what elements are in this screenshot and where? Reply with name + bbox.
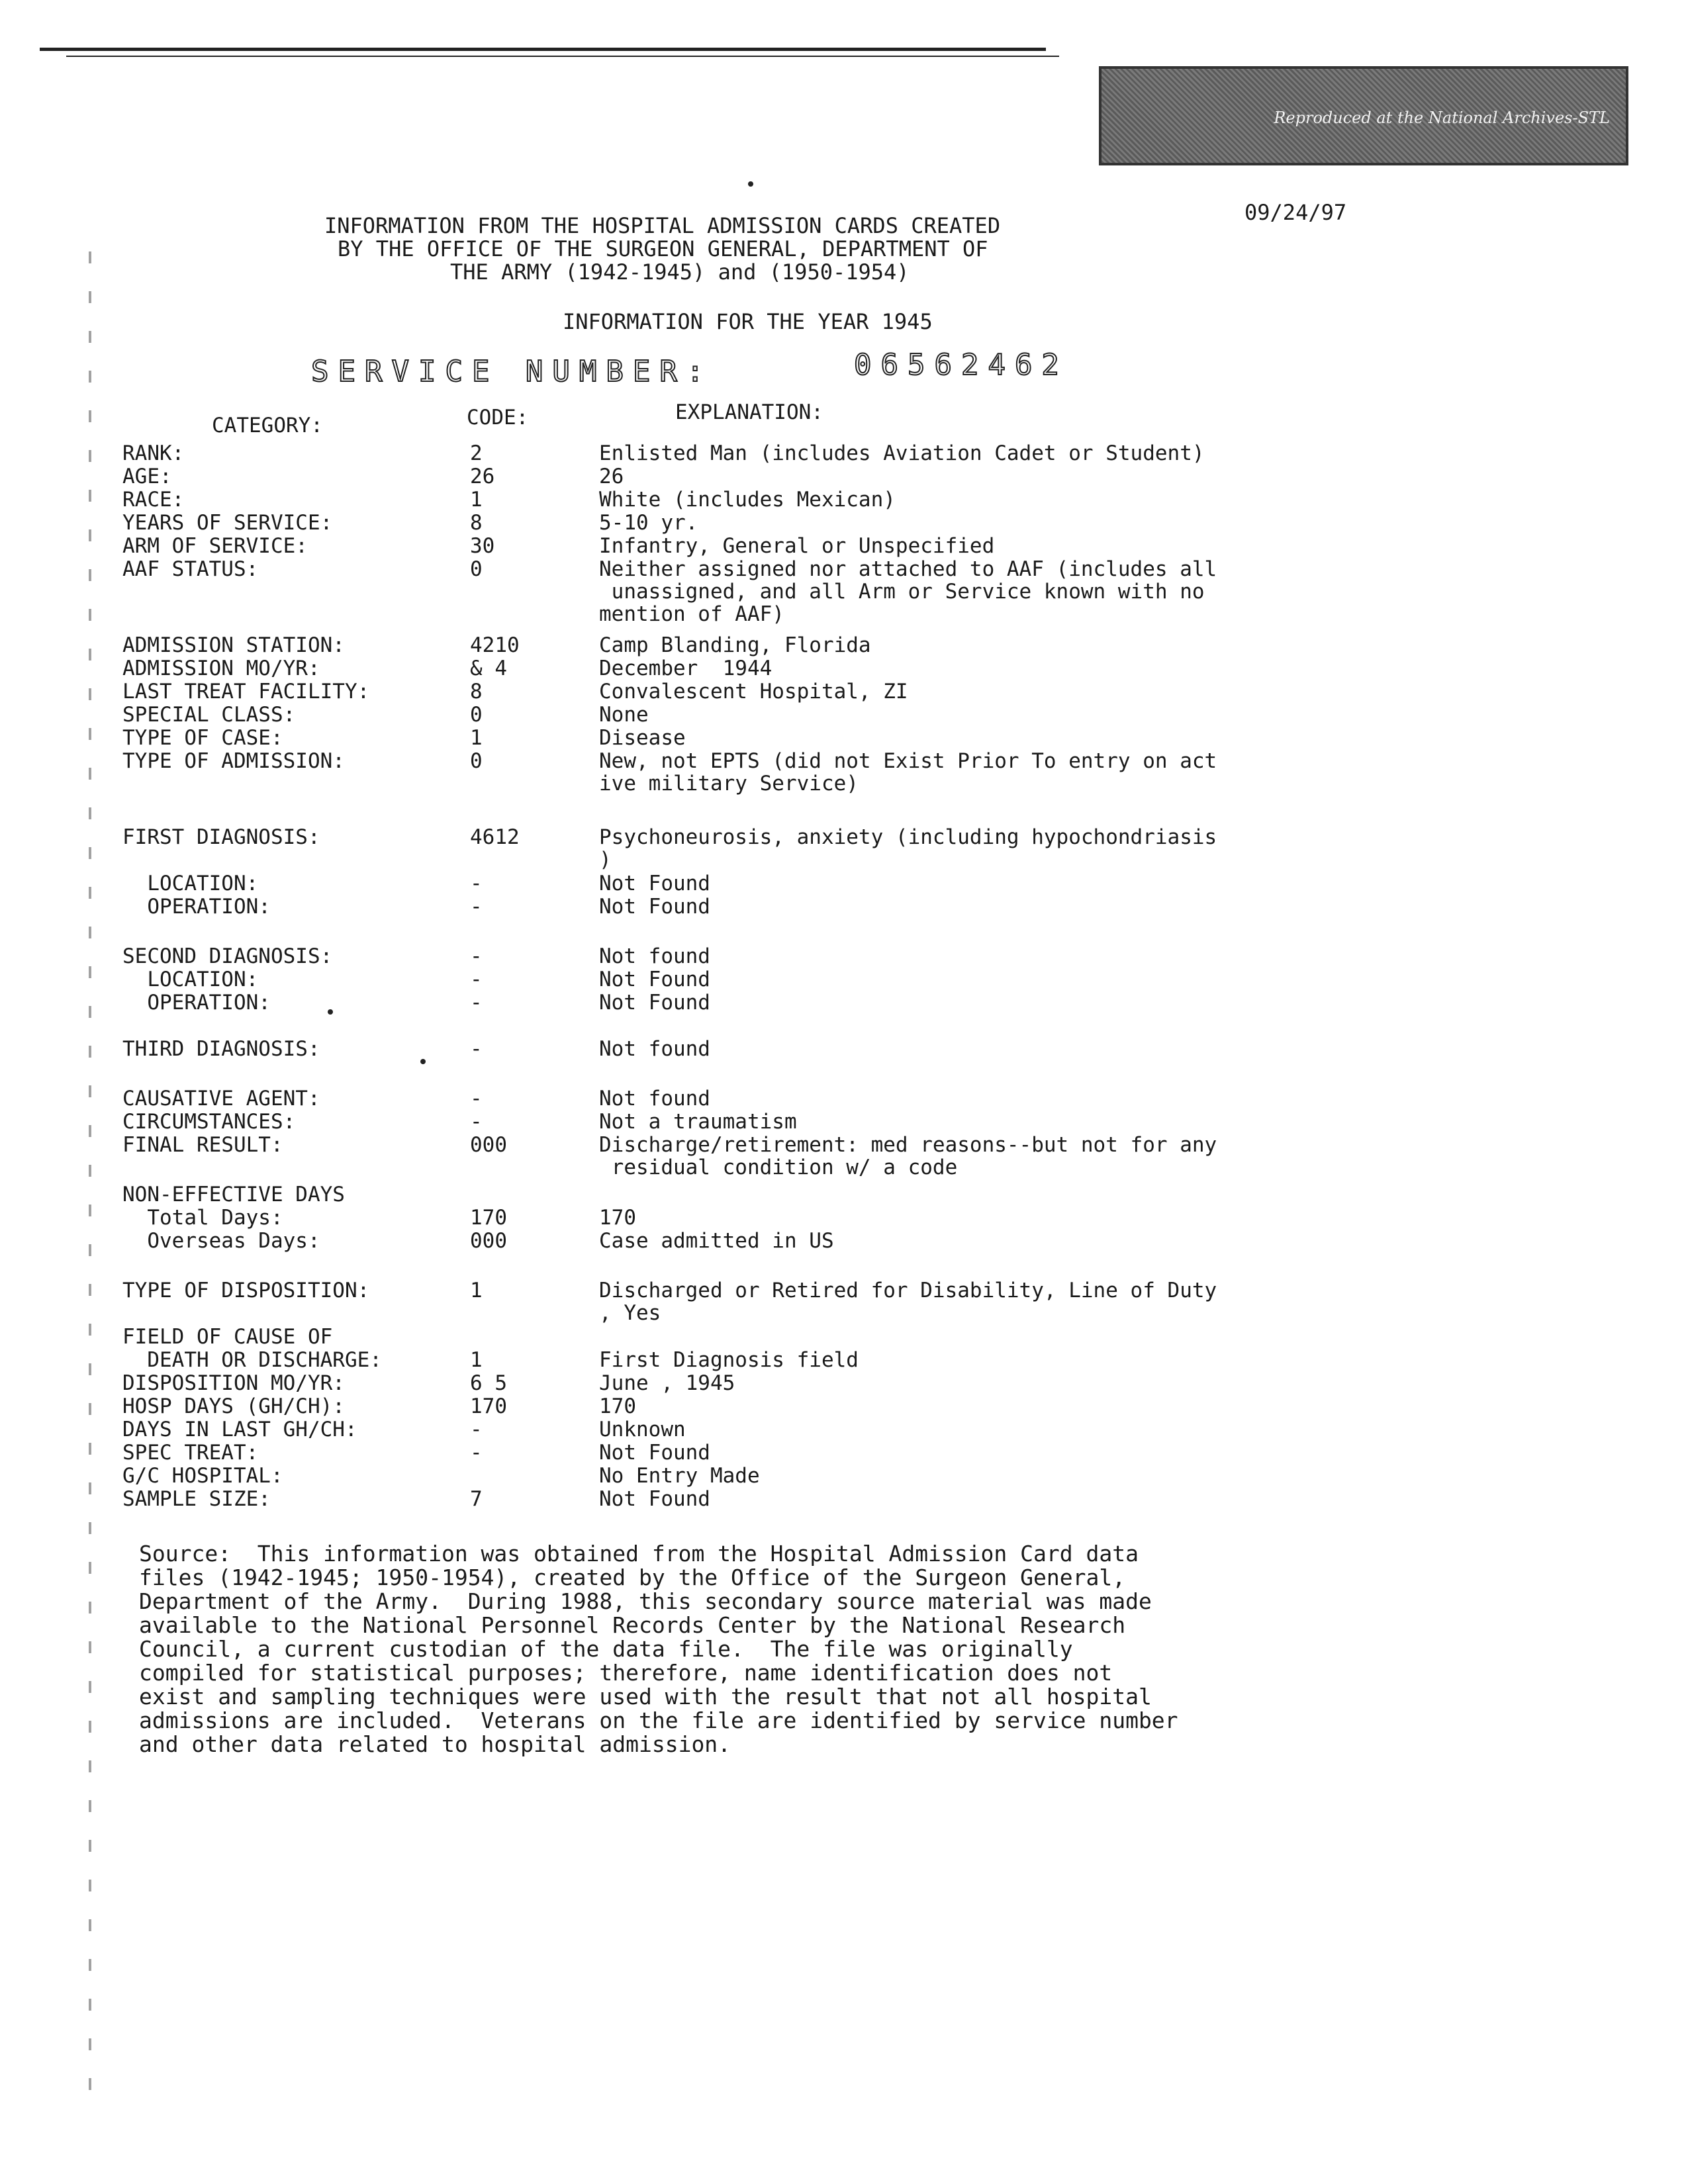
row-code: - [470,1087,483,1111]
row-code: 4210 [470,633,520,657]
row-category: RACE: [122,488,185,512]
row-code: - [470,1441,483,1465]
row-code: - [470,968,483,991]
row-category: LOCATION: [122,968,259,991]
row-code: 26 [470,465,495,488]
row-code: 6 5 [470,1371,507,1395]
row-explanation: December 1944 [599,657,773,680]
row-code: 4612 [470,825,520,849]
scan-speck [328,1009,333,1015]
row-explanation: unassigned, and all Arm or Service known with no [599,580,1205,604]
row-explanation: residual condition w/ a code [599,1156,958,1179]
row-explanation: Not Found [599,1441,710,1465]
row-category: SAMPLE SIZE: [122,1487,271,1511]
row-explanation: Not Found [599,991,710,1015]
row-explanation: 170 [599,1206,636,1230]
row-category: HOSP DAYS (GH/CH): [122,1394,345,1418]
row-explanation: Not found [599,1037,710,1061]
row-explanation: Not a traumatism [599,1110,797,1134]
row-code: 1 [470,1348,483,1372]
row-explanation: Not found [599,944,710,968]
row-code: 170 [470,1394,507,1418]
row-explanation: None [599,703,649,727]
row-category: DAYS IN LAST GH/CH: [122,1418,357,1441]
row-explanation: Neither assigned nor attached to AAF (includes all [599,557,1217,581]
archives-stamp [1099,66,1628,165]
row-explanation: Case admitted in US [599,1229,834,1253]
row-category: ADMISSION STATION: [122,633,345,657]
row-category: DISPOSITION MO/YR: [122,1371,345,1395]
row-explanation: Psychoneurosis, anxiety (including hypochondriasis [599,825,1217,849]
row-code: - [470,1418,483,1441]
row-category: NON-EFFECTIVE DAYS [122,1183,345,1206]
row-category: ARM OF SERVICE: [122,534,308,558]
source-line: Source: This information was obtained from the Hospital Admission Card data [139,1541,1139,1567]
source-line: and other data related to hospital admission. [139,1731,731,1757]
row-explanation: Convalescent Hospital, ZI [599,680,908,704]
row-category: THIRD DIAGNOSIS: [122,1037,320,1061]
row-category: FIRST DIAGNOSIS: [122,825,320,849]
row-code: - [470,991,483,1015]
row-code: - [470,1037,483,1061]
row-category: SPECIAL CLASS: [122,703,296,727]
row-category: ADMISSION MO/YR: [122,657,320,680]
source-line: files (1942-1945; 1950-1954), created by the Office of the Surgeon General, [139,1565,1126,1590]
row-code: 1 [470,726,483,750]
row-category: Overseas Days: [122,1229,320,1253]
row-explanation: Unknown [599,1418,686,1441]
row-category: SECOND DIAGNOSIS: [122,944,333,968]
row-explanation: mention of AAF) [599,602,784,626]
row-code: 8 [470,680,483,704]
row-category: LAST TREAT FACILITY: [122,680,370,704]
row-explanation: Disease [599,726,686,750]
top-rule [40,48,1046,51]
row-category: FINAL RESULT: [122,1133,283,1157]
row-category: DEATH OR DISCHARGE: [122,1348,382,1372]
service-number-label: SERVICE NUMBER: [311,355,714,388]
row-explanation: Not Found [599,1487,710,1511]
row-category: LOCATION: [122,872,259,895]
row-code: 000 [470,1229,507,1253]
row-category: G/C HOSPITAL: [122,1464,283,1488]
row-code: 1 [470,488,483,512]
row-explanation: Discharge/retirement: med reasons--but not for any [599,1133,1217,1157]
row-category: Total Days: [122,1206,283,1230]
title-line-3: THE ARMY (1942-1945) and (1950-1954) [450,259,910,285]
column-header-category: CATEGORY: [212,414,323,437]
source-paragraph [139,1542,1410,1756]
row-explanation: New, not EPTS (did not Exist Prior To entry on act [599,749,1217,773]
row-explanation: 5-10 yr. [599,511,698,535]
row-code: 0 [470,749,483,773]
row-category: CAUSATIVE AGENT: [122,1087,320,1111]
row-explanation: Not Found [599,895,710,919]
scan-speck [748,181,753,187]
row-explanation: 26 [599,465,624,488]
row-explanation: White (includes Mexican) [599,488,896,512]
row-code: 7 [470,1487,483,1511]
row-explanation: No Entry Made [599,1464,760,1488]
row-category: YEARS OF SERVICE: [122,511,333,535]
row-explanation: , Yes [599,1301,661,1325]
row-code: 2 [470,441,483,465]
row-code: 000 [470,1133,507,1157]
source-line: Department of the Army. During 1988, this secondary source material was made [139,1588,1152,1614]
title-line-1: INFORMATION FROM THE HOSPITAL ADMISSION CARDS CREATED [324,213,1001,238]
row-code: 8 [470,511,483,535]
row-explanation: Discharged or Retired for Disability, Line of Duty [599,1279,1217,1302]
margin-marks [89,251,91,2105]
row-explanation: Camp Blanding, Florida [599,633,871,657]
row-code: 30 [470,534,495,558]
title-line-2: BY THE OFFICE OF THE SURGEON GENERAL, DEPARTMENT OF [338,236,988,261]
row-code: - [470,895,483,919]
row-code: 0 [470,703,483,727]
row-code: - [470,944,483,968]
row-explanation: June , 1945 [599,1371,735,1395]
report-date: 09/24/97 [1244,200,1347,225]
row-category: CIRCUMSTANCES: [122,1110,296,1134]
column-header-code: CODE: [467,406,529,430]
service-number-value: 06562462 [854,348,1068,382]
row-explanation: Not found [599,1087,710,1111]
row-explanation: ) [599,848,612,872]
row-code: - [470,1110,483,1134]
top-rule-thin [66,56,1059,57]
row-explanation: Infantry, General or Unspecified [599,534,995,558]
source-line: Council, a current custodian of the data file. The file was originally [139,1636,1073,1662]
row-explanation: Not Found [599,872,710,895]
row-category: TYPE OF CASE: [122,726,283,750]
row-category: OPERATION: [122,895,271,919]
row-explanation: 170 [599,1394,636,1418]
source-line: exist and sampling techniques were used with the result that not all hospital [139,1684,1152,1709]
row-category: SPEC TREAT: [122,1441,259,1465]
row-explanation: Enlisted Man (includes Aviation Cadet or Student) [599,441,1205,465]
row-explanation: Not Found [599,968,710,991]
row-code: 1 [470,1279,483,1302]
row-category: TYPE OF DISPOSITION: [122,1279,370,1302]
row-category: AGE: [122,465,172,488]
row-code: 0 [470,557,483,581]
scan-speck [420,1059,426,1064]
row-category: FIELD OF CAUSE OF [122,1325,333,1349]
source-line: admissions are included. Veterans on the file are identified by service number [139,1707,1178,1733]
row-category: OPERATION: [122,991,271,1015]
row-category: TYPE OF ADMISSION: [122,749,345,773]
column-header-explanation: EXPLANATION: [675,400,823,424]
row-explanation: First Diagnosis field [599,1348,859,1372]
source-line: available to the National Personnel Records Center by the National Research [139,1612,1126,1638]
row-category: RANK: [122,441,185,465]
row-code: - [470,872,483,895]
source-line: compiled for statistical purposes; therefore, name identification does not [139,1660,1113,1686]
row-explanation: ive military Service) [599,772,859,796]
page-subtitle: INFORMATION FOR THE YEAR 1945 [563,309,933,334]
row-code: & 4 [470,657,507,680]
stamp-text: Reproduced at the National Archives-STL [1274,109,1610,127]
row-code: 170 [470,1206,507,1230]
row-category: AAF STATUS: [122,557,259,581]
